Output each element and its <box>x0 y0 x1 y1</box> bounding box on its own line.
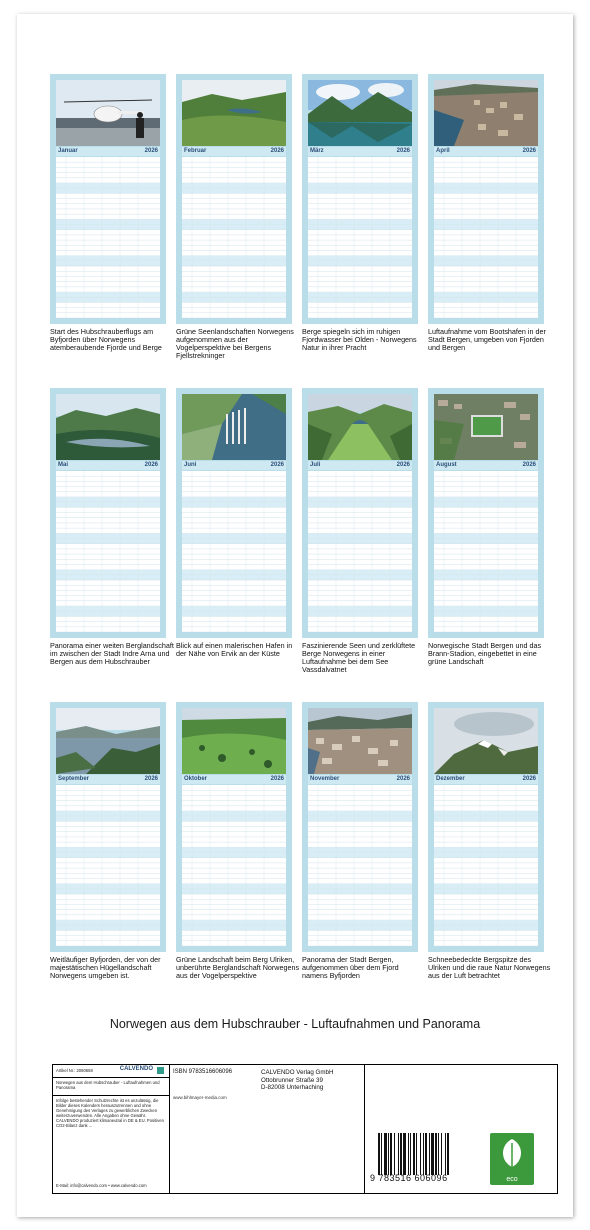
month-photo <box>56 708 160 774</box>
article-number: Artikel Nr.: 2080668 <box>56 1068 93 1073</box>
month-card <box>428 702 544 952</box>
photo-green-lake <box>182 80 286 146</box>
photo-snow-peak <box>434 708 538 774</box>
photo-city-panorama <box>308 708 412 774</box>
month-card <box>50 74 166 324</box>
photo-stadium <box>434 394 538 460</box>
month-header <box>308 461 412 470</box>
month-card <box>50 388 166 638</box>
month-card <box>50 702 166 952</box>
month-card <box>428 74 544 324</box>
day-grid <box>56 471 160 632</box>
month-photo <box>182 394 286 460</box>
month-caption: Faszinierende Seen und zerklüftete Berge Norwegens in einer Luftaufnahme bei dem See Vassdalvatnet <box>302 641 416 674</box>
month-card <box>302 388 418 638</box>
month-photo <box>434 708 538 774</box>
contact-email: E-Mail: info@calvendo.com • www.calvendo.com <box>56 1183 147 1188</box>
month-caption: Start des Hubschrauberflugs am Byfjorden über Norwegens atemberaubende Fjorde und Berge <box>50 327 162 352</box>
legal-notice: Infolge bestehender Schutzrechte ist es unzulässig, die Bilder dieses Kalenders herauszutrennen und ohne Genehmigung des Verlages zu gewerblichen Zwecken weiterzuverwenden. Alle Angaben ohne Gewähr. CALVENDO produziert klimaneutral in DE & EU. Positiven CO2-Bilanz dank ... <box>56 1098 164 1128</box>
month-header <box>308 147 412 156</box>
month-name: April <box>436 148 450 154</box>
month-name: Dezember <box>436 776 465 782</box>
month-caption: Blick auf einen malerischen Hafen in der Nähe von Ervik an der Küste <box>176 641 293 658</box>
month-header <box>182 147 286 156</box>
month-photo <box>434 394 538 460</box>
product-title-small: Norwegen aus dem Hubschrauber - Luftaufnahmen und Panorama <box>53 1078 169 1096</box>
month-name: März <box>310 148 324 154</box>
month-photo <box>434 80 538 146</box>
publisher-address <box>261 1069 333 1092</box>
month-caption: Luftaufnahme vom Bootshafen in der Stadt Bergen, umgeben von Fjorden und Bergen <box>428 327 546 352</box>
photo-green-hills <box>182 708 286 774</box>
day-grid <box>434 471 538 632</box>
month-card <box>302 74 418 324</box>
month-year: 2026 <box>522 462 536 468</box>
month-caption: Berge spiegeln sich im ruhigen Fjordwasser bei Olden - Norwegens Natur in ihrer Pracht <box>302 327 417 352</box>
month-name: Juli <box>310 462 321 468</box>
eco-badge <box>490 1133 534 1185</box>
month-photo <box>308 708 412 774</box>
footer-right-column <box>366 1065 557 1193</box>
day-grid <box>308 157 412 318</box>
month-card <box>302 702 418 952</box>
month-name: Juni <box>184 462 197 468</box>
month-caption: Panorama einer weiten Berglandschaft im zwischen der Stadt Indre Arna und Bergen aus dem Hubschrauber <box>50 641 174 666</box>
month-year: 2026 <box>144 776 158 782</box>
month-year: 2026 <box>270 776 284 782</box>
day-grid <box>182 785 286 946</box>
barcode <box>376 1133 472 1175</box>
month-card <box>176 74 292 324</box>
photo-fjord-hills <box>56 708 160 774</box>
month-name: August <box>436 462 457 468</box>
eco-label: eco <box>506 1176 518 1183</box>
article-row <box>53 1065 169 1078</box>
month-caption: Grüne Landschaft beim Berg Ulriken, unberührte Berglandschaft Norwegens aus der Vogelperspektive <box>176 955 300 980</box>
day-grid <box>434 157 538 318</box>
month-name: Januar <box>58 148 78 154</box>
photo-mountain-reflection <box>308 80 412 146</box>
month-card <box>428 388 544 638</box>
day-grid <box>182 471 286 632</box>
photo-marina <box>182 394 286 460</box>
month-header <box>56 775 160 784</box>
month-year: 2026 <box>396 462 410 468</box>
month-year: 2026 <box>396 148 410 154</box>
day-grid <box>56 157 160 318</box>
photo-harbor-city <box>434 80 538 146</box>
leaf-icon <box>490 1133 534 1173</box>
month-photo <box>56 80 160 146</box>
month-header <box>56 147 160 156</box>
day-grid <box>434 785 538 946</box>
publisher-line: CALVENDO Verlag GmbH <box>261 1069 334 1076</box>
month-name: Oktober <box>184 776 208 782</box>
month-year: 2026 <box>144 462 158 468</box>
month-caption: Panorama der Stadt Bergen, aufgenommen über dem Fjord namens Byfjorden <box>302 955 399 980</box>
month-caption: Norwegische Stadt Bergen und das Brann-Stadion, eingebettet in eine grüne Landschaft <box>428 641 542 666</box>
day-grid <box>182 157 286 318</box>
photo-helicopter <box>56 80 160 146</box>
month-caption: Schneebedeckte Bergspitze des Ulriken und die raue Natur Norwegens aus der Luft betrachtet <box>428 955 551 980</box>
month-header <box>182 775 286 784</box>
month-photo <box>56 394 160 460</box>
month-header <box>434 147 538 156</box>
month-header <box>182 461 286 470</box>
month-caption: Grüne Seenlandschaften Norwegens aufgenommen aus der Vogelperspektive bei Bergens Fjellstrekninger <box>176 327 294 360</box>
publisher-line: D-82008 Unterhaching <box>261 1084 324 1091</box>
month-header <box>308 775 412 784</box>
footer-middle-column <box>171 1065 365 1193</box>
calvendo-logo-icon <box>157 1067 164 1074</box>
publisher-line: Ottobrunner Straße 39 <box>261 1076 323 1084</box>
website: www.bihlmayer-media.com <box>173 1095 227 1100</box>
month-card <box>176 702 292 952</box>
month-year: 2026 <box>270 462 284 468</box>
month-caption: Weitläufiger Byfjorden, der von der majestätischen Hügellandschaft Norwegens umgeben ist. <box>50 955 161 980</box>
month-name: November <box>310 776 340 782</box>
month-photo <box>308 394 412 460</box>
month-year: 2026 <box>144 148 158 154</box>
month-header <box>434 461 538 470</box>
month-photo <box>308 80 412 146</box>
month-year: 2026 <box>522 148 536 154</box>
month-header <box>56 461 160 470</box>
calendar-title: Norwegen aus dem Hubschrauber - Luftaufnahmen und Panorama <box>109 1017 481 1031</box>
product-footer <box>52 1064 558 1194</box>
photo-valley-panorama <box>56 394 160 460</box>
day-grid <box>308 785 412 946</box>
month-year: 2026 <box>522 776 536 782</box>
month-photo <box>182 80 286 146</box>
footer-left-column <box>53 1065 170 1193</box>
day-grid <box>56 785 160 946</box>
month-year: 2026 <box>270 148 284 154</box>
month-card <box>176 388 292 638</box>
month-year: 2026 <box>396 776 410 782</box>
isbn: ISBN 9783516606096 <box>173 1069 233 1075</box>
month-header <box>434 775 538 784</box>
month-photo <box>182 708 286 774</box>
month-name: Mai <box>58 462 69 468</box>
barcode-digits: 9 783516 606096 <box>370 1173 448 1183</box>
day-grid <box>308 471 412 632</box>
month-name: Februar <box>184 148 207 154</box>
calvendo-logo: CALVENDO <box>119 1066 153 1072</box>
month-name: September <box>58 776 90 782</box>
photo-green-valley <box>308 394 412 460</box>
